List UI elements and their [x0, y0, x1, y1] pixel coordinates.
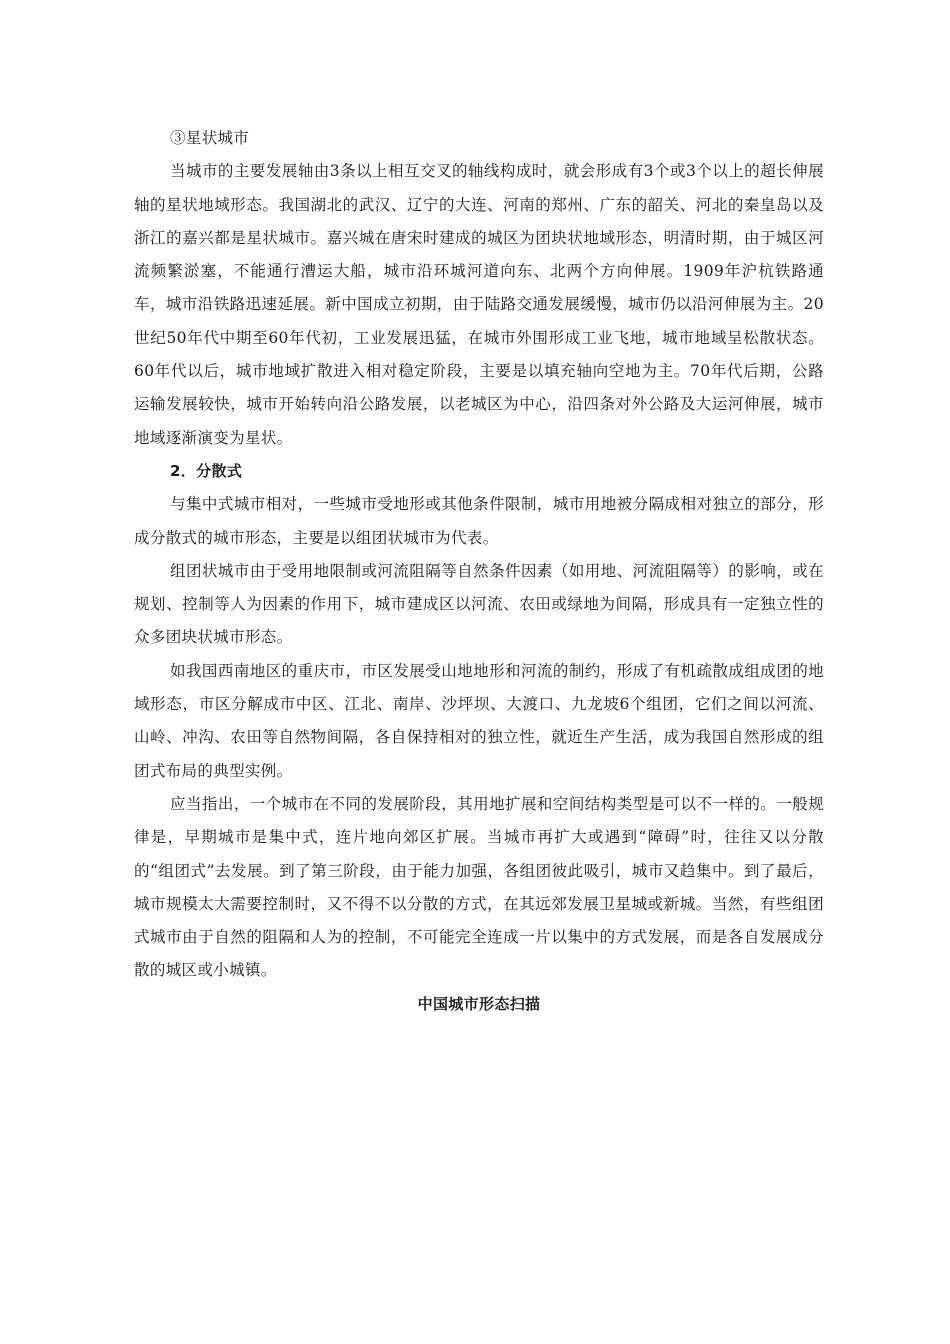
document-body [134, 122, 824, 1021]
section-title: 中国城市形态扫描 [417, 994, 541, 1013]
paragraph-star-city: 当城市的主要发展轴由3条以上相互交叉的轴线构成时，就会形成有3个或3个以上的超长伸展轴的星状地域形态。我国湖北的武汉、辽宁的大连、河南的郑州、广东的韶关、河北的秦皇岛以及浙江的嘉兴都是星状城市。嘉兴城在唐宋时建成的城区为团块状地域形态，明清时期，由于城区河流频繁淤塞，不能通行漕运大船，城市沿环城河道向东、北两个方向伸展。1909年沪杭铁路通车，城市沿铁路迅速延展。新中国成立初期，由于陆路交通发展缓慢，城市仍以沿河伸展为主。20世纪50年代中期至60年代初，工业发展迅猛，在城市外围形成工业飞地，城市地域呈松散状态。60年代以后，城市地域扩散进入相对稳定阶段，主要是以填充轴向空地为主。70年代后期，公路运输发展较快，城市开始转向沿公路发展，以老城区为中心，沿四条对外公路及大运河伸展，城市地域逐渐演变为星状。 [134, 162, 824, 447]
paragraph-chongqing-example: 如我国西南地区的重庆市，市区发展受山地地形和河流的制约，形成了有机疏散成组成团的地域形态，市区分解成市中区、江北、南岸、沙坪坝、大渡口、九龙坡6个组团，它们之间以河流、山岭、冲沟、农田等自然物间隔，各自保持相对的独立性，就近生产生活，成为我国自然形成的组团式布局的典型实例。 [134, 661, 824, 780]
paragraph-cluster-city: 组团状城市由于受用地限制或河流阻隔等自然条件因素（如用地、河流阻隔等）的影响，或在规划、控制等人为因素的作用下，城市建成区以河流、农田或绿地为间隔，形成具有一定独立性的众多团块状城市形态。 [134, 561, 824, 647]
subheading-star-city: ③星状城市 [170, 129, 250, 147]
paragraph-dispersed-intro: 与集中式城市相对，一些城市受地形或其他条件限制，城市用地被分隔成相对独立的部分，形成分散式的城市形态，主要是以组团状城市为代表。 [134, 495, 824, 547]
paragraph-development-stages: 应当指出，一个城市在不同的发展阶段，其用地扩展和空间结构类型是可以不一样的。一般规律是，早期城市是集中式，连片地向郊区扩展。当城市再扩大或遇到“障碍”时，往往又以分散的“组团式”去发展。到了第三阶段，由于能力加强，各组团彼此吸引，城市又趋集中。到了最后，城市规模太大需要控制时，又不得不以分散的方式，在其远郊发展卫星城或新城。当然，有些组团式城市由于自然的阻隔和人为的控制，不可能完全连成一片以集中的方式发展，而是各自发展成分散的城区或小城镇。 [134, 794, 824, 980]
heading-dispersed: 2．分散式 [170, 461, 243, 480]
